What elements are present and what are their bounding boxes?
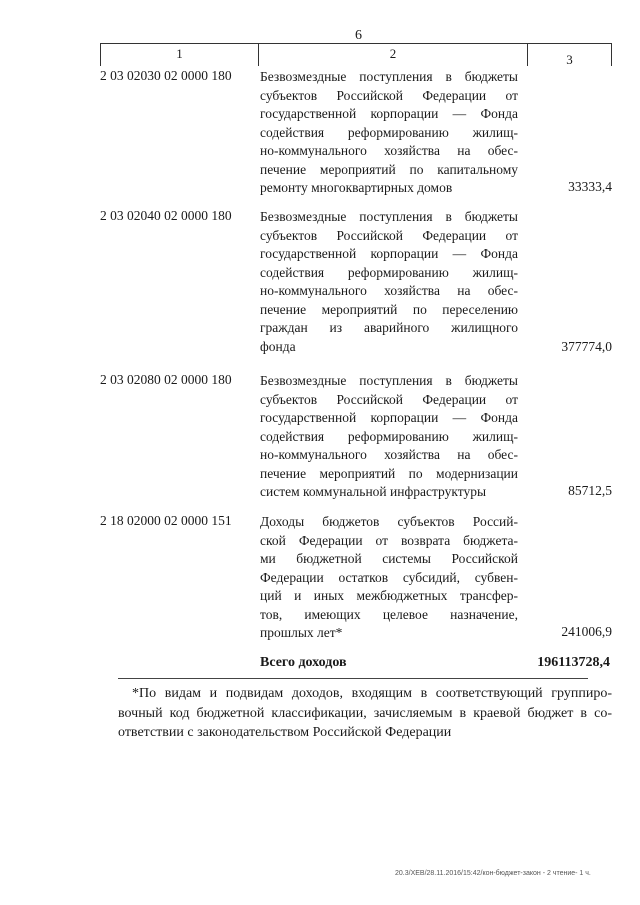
description-line: ремонту многоквартирных домов [260,180,453,195]
budget-code: 2 03 02040 02 0000 180 [100,208,232,223]
income-amount: 377774,0 [561,339,612,354]
description-line: государственной корпорации — Фонда [260,246,518,261]
description-line: содействия реформированию жилищ- [260,428,518,444]
header-col-1: 1 [176,46,183,61]
description-line: государственной корпорации — Фонда [260,410,518,425]
footnote-line: вочный код бюджетной классификации, зачисляемым в краевой бюджет в со- [118,705,612,721]
footnote-line: ответствии с законодательством Российской Федерации [118,725,452,740]
income-amount: 85712,5 [568,483,612,498]
total-label: Всего доходов [260,655,347,670]
budget-code: 2 18 02000 02 0000 151 [100,513,232,528]
budget-code: 2 03 02030 02 0000 180 [100,68,232,83]
footnote-line: *По видам и подвидам доходов, входящим в соответствующий группиро- [132,686,612,701]
document-footer-meta: 20.3/ХЕВ/28.11.2016/15:42/кон-бюджет-закон - 2 чтение- 1 ч. [395,870,591,877]
header-col-2: 2 [258,44,528,66]
income-description [260,68,518,198]
description-line: тов, имеющих целевое назначение, [260,606,518,622]
income-description [260,372,518,502]
income-amount: 33333,4 [568,179,612,194]
description-line: печение мероприятий по капитальному [260,161,518,177]
description-line: субъектов Российской Федерации от [260,227,518,243]
description-line: содействия реформированию жилищ- [260,124,518,140]
header-col-3: 3 [566,52,573,67]
description-line: содействия реформированию жилищ- [260,264,518,280]
description-line: государственной корпорации — Фонда [260,106,518,121]
description-line: Безвозмездные поступления в бюджеты [260,373,518,388]
income-description [260,208,518,356]
total-amount: 196113728,4 [537,655,610,670]
description-line: Безвозмездные поступления в бюджеты [260,69,518,84]
income-amount: 241006,9 [561,624,612,639]
description-line: печение мероприятий по переселению [260,301,518,317]
description-line: фонда [260,338,296,354]
description-line: печение мероприятий по модернизации [260,465,518,481]
description-line: ской Федерации от возврата бюджета- [260,532,518,548]
description-line: субъектов Российской Федерации от [260,391,518,407]
footnote [118,684,612,743]
page-number: 6 [355,28,362,43]
description-line: субъектов Российской Федерации от [260,87,518,103]
description-line: Безвозмездные поступления в бюджеты [260,209,518,224]
budget-code: 2 03 02080 02 0000 180 [100,372,232,387]
description-line: Доходы бюджетов субъектов Россий- [260,514,518,529]
table-header [100,43,612,66]
description-line: но-коммунального хозяйства на обес- [260,283,518,298]
description-line: прошлых лет* [260,625,343,640]
description-line: ций и иных межбюджетных трансфер- [260,588,518,603]
description-line: граждан из аварийного жилищного [260,320,518,335]
footnote-divider [118,678,588,679]
description-line: но-коммунального хозяйства на обес- [260,143,518,158]
description-line: систем коммунальной инфраструктуры [260,484,487,499]
description-line: Федерации остатков субсидий, субвен- [260,569,518,585]
income-description [260,513,518,643]
description-line: ми бюджетной системы Российской [260,551,518,566]
description-line: но-коммунального хозяйства на обес- [260,447,518,462]
